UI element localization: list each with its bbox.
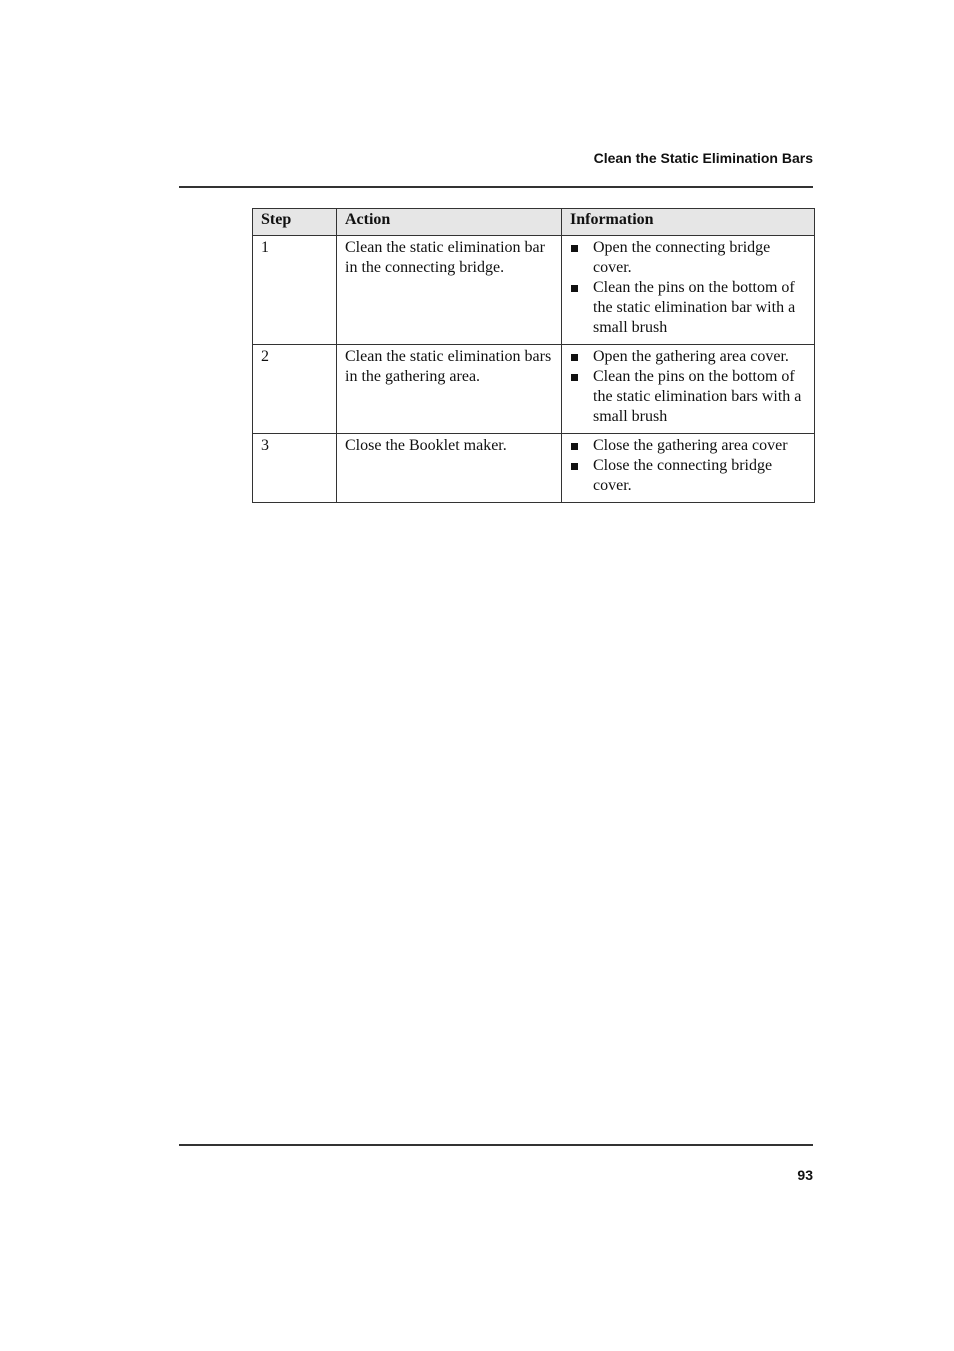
action-cell: Clean the static elimination bar in the connecting bridge. [337,236,562,345]
information-list [570,238,806,338]
information-cell [562,236,815,345]
information-cell [562,345,815,434]
column-header-information: Information [562,209,815,236]
table-row [253,345,815,434]
square-bullet-icon [571,245,578,252]
information-list [570,436,806,496]
square-bullet-icon [571,285,578,292]
information-item [570,436,806,456]
step-cell: 3 [253,434,337,503]
header-rule [179,186,813,188]
information-text: Clean the pins on the bottom of the static elimination bar with a small brush [593,279,796,336]
information-cell [562,434,815,503]
square-bullet-icon [571,443,578,450]
step-cell: 2 [253,345,337,434]
information-text: Clean the pins on the bottom of the static elimination bars with a small brush [593,368,802,425]
table-row [253,434,815,503]
information-item [570,347,806,367]
square-bullet-icon [571,354,578,361]
information-text: Close the gathering area cover [593,437,788,454]
information-item [570,238,806,278]
information-item [570,367,806,427]
footer-rule [179,1144,813,1146]
information-item [570,278,806,338]
column-header-action: Action [337,209,562,236]
action-cell: Close the Booklet maker. [337,434,562,503]
page-number: 93 [797,1167,813,1183]
step-cell: 1 [253,236,337,345]
steps-table [252,208,815,503]
information-item [570,456,806,496]
square-bullet-icon [571,374,578,381]
square-bullet-icon [571,463,578,470]
information-text: Open the connecting bridge cover. [593,239,771,276]
table-row [253,236,815,345]
action-cell: Clean the static elimination bars in the gathering area. [337,345,562,434]
column-header-step: Step [253,209,337,236]
information-text: Open the gathering area cover. [593,348,789,365]
information-list [570,347,806,427]
running-header: Clean the Static Elimination Bars [593,150,813,166]
table-header-row [253,209,815,236]
information-text: Close the connecting bridge cover. [593,457,773,494]
